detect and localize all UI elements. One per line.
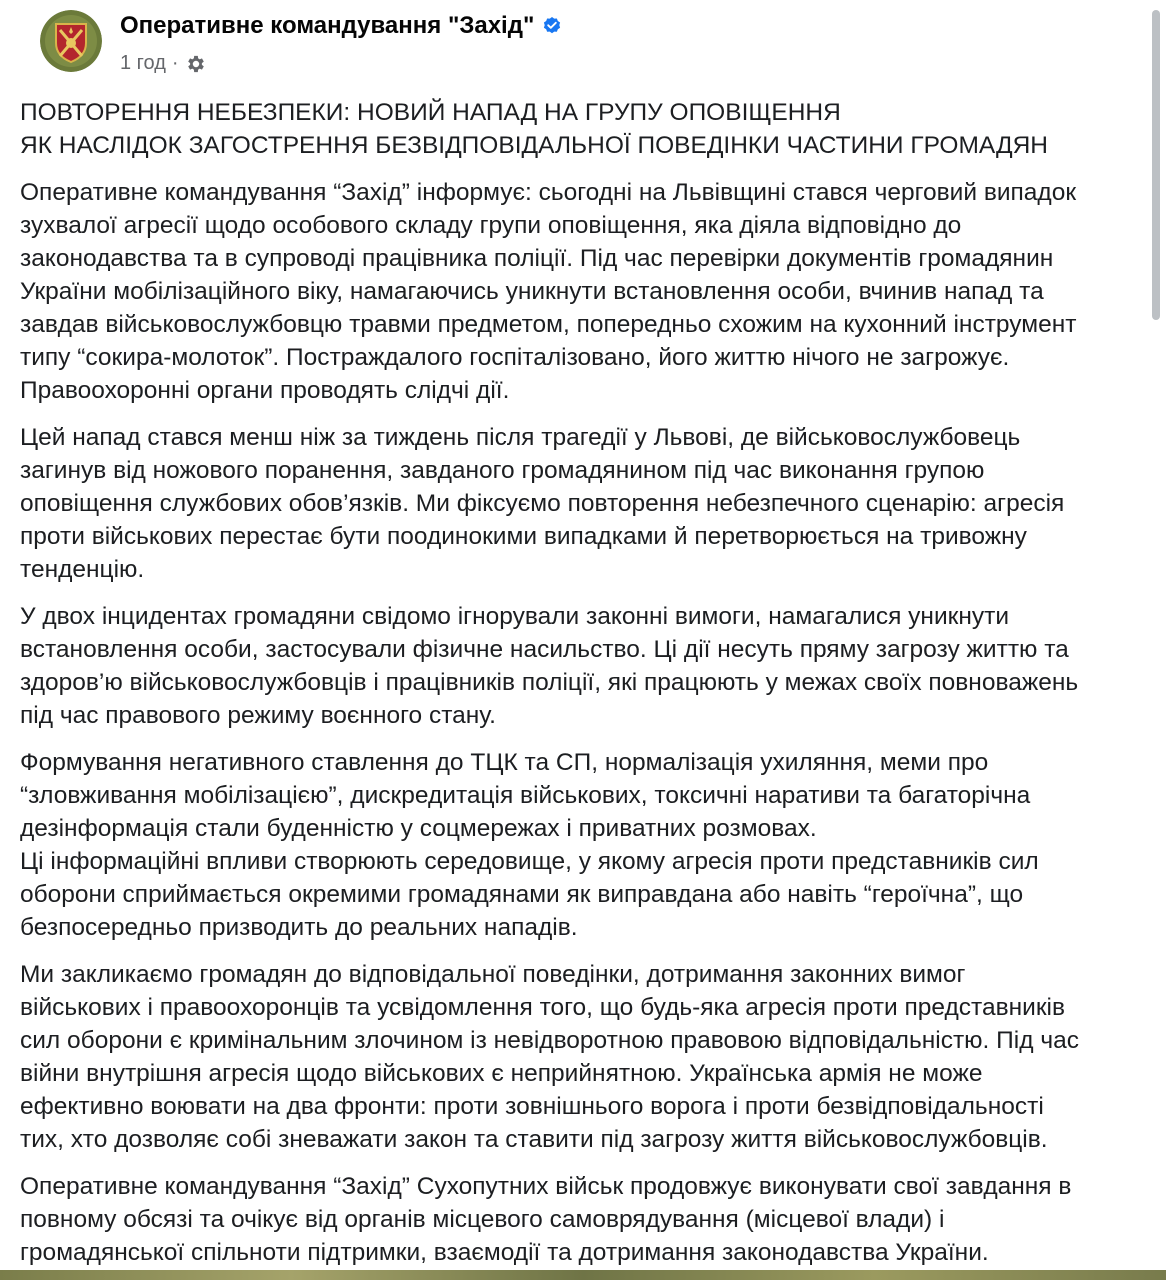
paragraph-line: У двох інцидентах громадяни свідомо ігнорували законні вимоги, намагалися уникнути (20, 603, 1010, 630)
next-media-preview (0, 1270, 1166, 1280)
post-body (20, 176, 1148, 1269)
post-title-line: ЯК НАСЛІДОК ЗАГОСТРЕННЯ БЕЗВІДПОВІДАЛЬНОЇ ПОВЕДІНКИ ЧАСТИНИ ГРОМАДЯН (20, 132, 1048, 159)
paragraph-line: дезінформація стали буденністю у соцмережах і приватних розмовах. (20, 815, 817, 842)
paragraph-line: оборони сприймається окремими громадянами як виправдана або навіть “героїчна”, що (20, 881, 1024, 908)
paragraph-line: сил оборони є кримінальним злочином із невідворотною правовою відповідальністю. Під час (20, 1027, 1079, 1054)
paragraph-line: типу “сокира-молоток”. Постраждалого госпіталізовано, його життю нічого не загрожує. (20, 344, 1010, 371)
paragraph-line: тих, хто дозволяє собі зневажати закон та ставити під загрозу життя військовослужбовців. (20, 1126, 1048, 1153)
paragraph-line: безпосередньо призводить до реальних нападів. (20, 914, 578, 941)
paragraph-line: ефективно воювати на два фронти: проти зовнішнього ворога і проти безвідповідальності (20, 1093, 1044, 1120)
post-meta (120, 52, 207, 75)
paragraph-line: війни внутрішня агресія щодо військових є неприйнятною. Українська армія не може (20, 1060, 983, 1087)
paragraph-line: оповіщення службових обов’язків. Ми фіксуємо повторення небезпечного сценарію: агресія (20, 490, 1065, 517)
paragraph-line: повному обсязі та очікує від органів місцевого самоврядування (місцевої влади) і (20, 1206, 945, 1233)
meta-separator: · (171, 52, 179, 74)
paragraph-line: Ми закликаємо громадян до відповідальної поведінки, дотримання законних вимог (20, 961, 966, 988)
paragraph-line: Оперативне командування “Захід” інформує: сьогодні на Львівщині стався черговий випадок (20, 179, 1077, 206)
post-paragraph (20, 746, 1148, 944)
paragraph-line: “зловживання мобілізацією”, дискредитація військових, токсичні наративи та багаторічна (20, 782, 1031, 809)
paragraph-line: загинув від ножового поранення, завданого громадянином під час виконання групою (20, 457, 985, 484)
paragraph-line: здоров’ю військовослужбовців і працівників поліції, які працюють у межах своїх повноважень (20, 669, 1079, 696)
post-paragraph (20, 958, 1148, 1156)
paragraph-line: Формування негативного ставлення до ТЦК та СП, нормалізація ухиляння, меми про (20, 749, 989, 776)
post-paragraph (20, 600, 1148, 732)
paragraph-line: встановлення особи, застосували фізичне насильство. Ці дії несуть пряму загрозу життю та (20, 636, 1069, 663)
paragraph-line: тенденцію. (20, 556, 145, 583)
post-header (20, 0, 1148, 90)
avatar[interactable] (40, 10, 102, 72)
paragraph-line: зухвалої агресії щодо особового складу групи оповіщення, яка діяла відповідно до (20, 212, 962, 239)
verified-badge-icon (542, 16, 562, 36)
paragraph-line: Оперативне командування “Захід” Сухопутних військ продовжує виконувати свої завдання в (20, 1173, 1072, 1200)
paragraph-line: Цей напад стався менш ніж за тиждень після трагедії у Львові, де військовослужбовець (20, 424, 1021, 451)
paragraph-line: України мобілізаційного віку, намагаючись уникнути встановлення особи, вчинив напад та (20, 278, 1044, 305)
paragraph-line: Правоохоронні органи проводять слідчі дії. (20, 377, 510, 404)
paragraph-line: Ці інформаційні впливи створюють середовище, у якому агресія проти представників сил (20, 848, 1039, 875)
post-paragraph (20, 176, 1148, 407)
paragraph-line: під час правового режиму воєнного стану. (20, 702, 496, 729)
scrollbar[interactable] (1152, 10, 1160, 320)
paragraph-line: військових і правоохоронців та усвідомлення того, що будь-яка агресія проти представників (20, 994, 1065, 1021)
paragraph-line: завдав військовослужбовцю травми предметом, попередньо схожим на кухонний інструмент (20, 311, 1077, 338)
post-paragraph (20, 1170, 1148, 1269)
paragraph-line: законодавства та в супроводі працівника поліції. Під час перевірки документів громадянин (20, 245, 1054, 272)
post-timestamp[interactable]: 1 год (120, 52, 166, 74)
army-emblem-icon (40, 10, 102, 72)
post-paragraph (20, 421, 1148, 586)
paragraph-line: проти військових перестає бути поодинокими випадками й перетворюється на тривожну (20, 523, 1027, 550)
paragraph-line: громадянської спільноти підтримки, взаємодії та дотримання законодавства України. (20, 1239, 989, 1266)
gear-icon[interactable] (185, 53, 207, 75)
post-title-line: ПОВТОРЕННЯ НЕБЕЗПЕКИ: НОВИЙ НАПАД НА ГРУПУ ОПОВІЩЕННЯ (20, 99, 841, 126)
author-name[interactable] (120, 12, 562, 40)
post-title (20, 96, 1148, 162)
author-name-text[interactable]: Оперативне командування "Захід" (120, 12, 535, 39)
